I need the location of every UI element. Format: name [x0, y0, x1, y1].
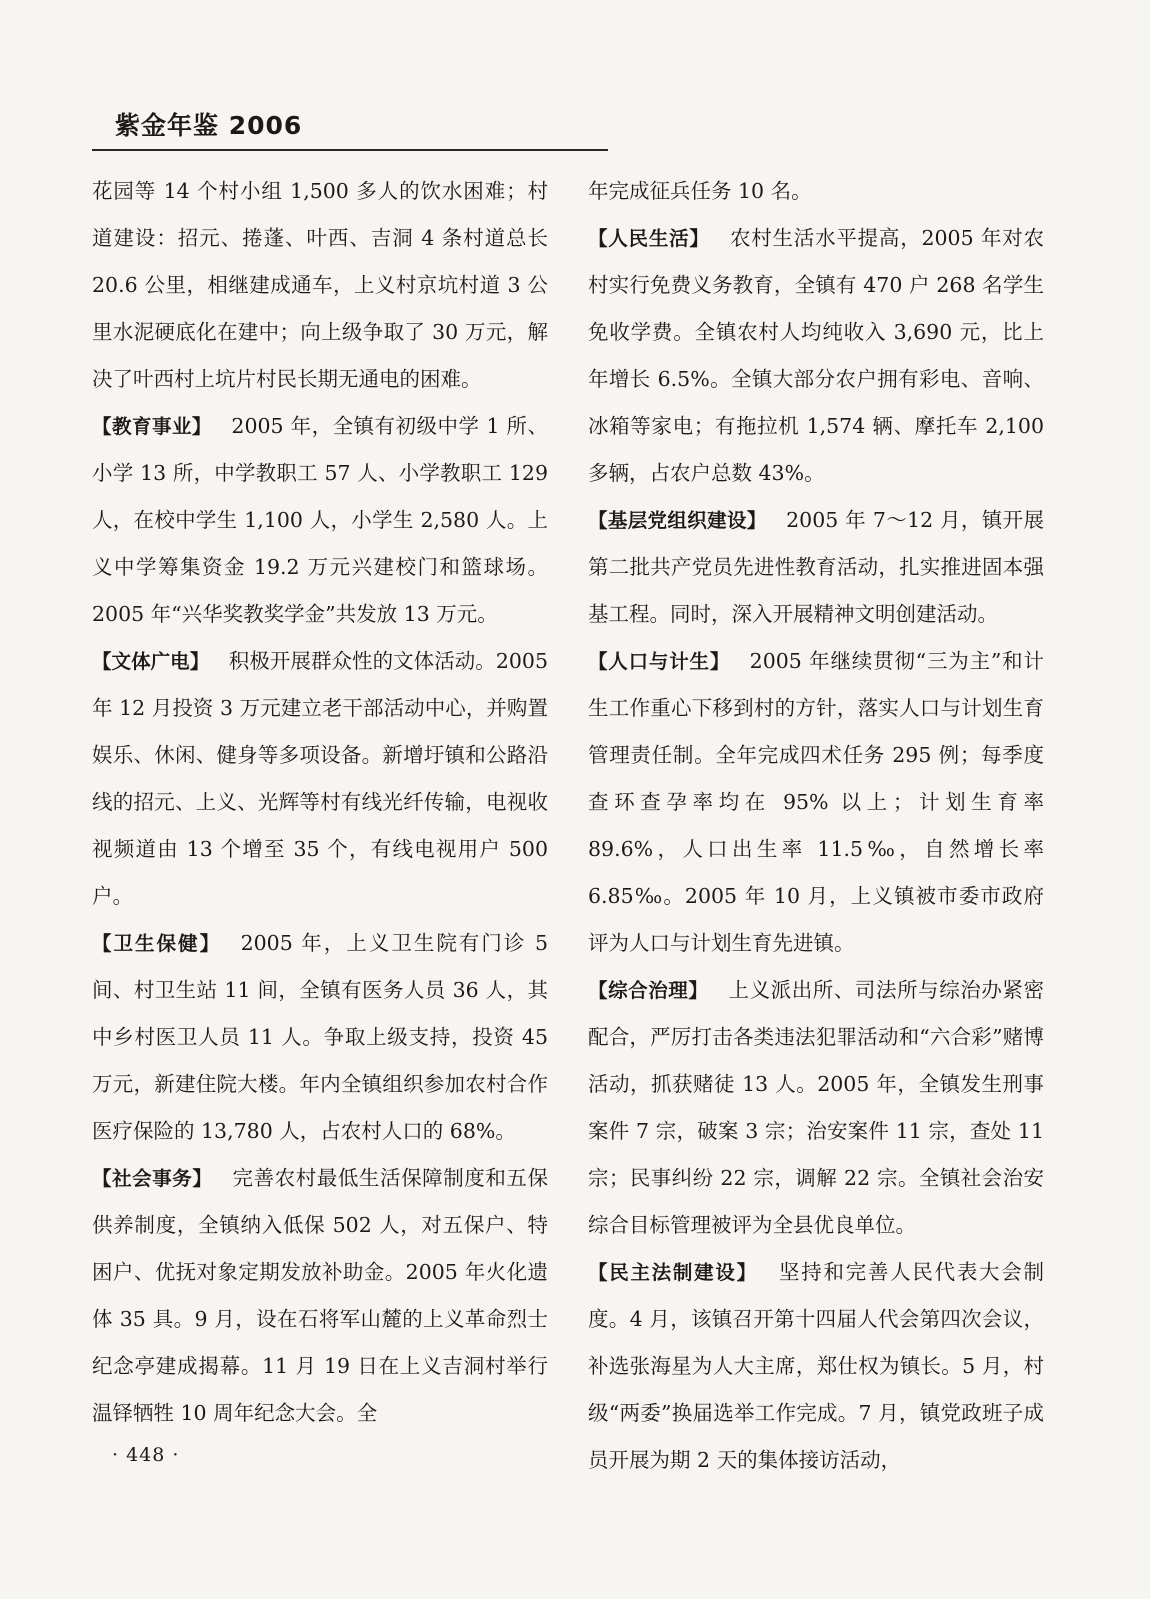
running-header: 紫金年鉴 2006: [115, 111, 303, 140]
section-heading: 【社会事务】: [92, 1167, 213, 1190]
paragraph-democracy-law: [588, 1249, 1044, 1484]
section-text: 上义派出所、司法所与综治办紧密配合，严厉打击各类违法犯罪活动和“六合彩”赌博活动，抓获赌徒 13 人。2005 年，全镇发生刑事案件 7 宗，破案 3 宗；治安案件 11 宗，查处 11 宗；民事纠纷 22 宗，调解 22 宗。全镇社会治安综合目标管理被评为全县优良单位。: [588, 978, 1044, 1237]
section-text: 坚持和完善人民代表大会制度。4 月，该镇召开第十四届人代会第四次会议，补选张海星为人大主席，郑仕权为镇长。5 月，村级“两委”换届选举工作完成。7 月，镇党政班子成员开展为期 2 天的集体接访活动，: [588, 1260, 1044, 1472]
paragraph-public-security: [588, 967, 1044, 1249]
section-heading: 【文体广电】: [92, 650, 210, 673]
paragraph-health: [92, 920, 548, 1155]
section-heading: 【基层党组织建设】: [588, 509, 767, 532]
section-text: 积极开展群众性的文体活动。2005 年 12 月投资 3 万元建立老干部活动中心，并购置娱乐、休闲、健身等多项设备。新增圩镇和公路沿线的招元、上义、光辉等村有线光纤传输，电视收视频道由 13 个增至 35 个，有线电视用户 500 户。: [92, 649, 548, 908]
paragraph-living-standards: [588, 215, 1044, 497]
section-heading: 【卫生保健】: [92, 932, 222, 955]
section-text: 2005 年 7～12 月，镇开展第二批共产党员先进性教育活动，扎实推进固本强基工程。同时，深入开展精神文明创建活动。: [588, 508, 1044, 626]
section-heading: 【人口与计生】: [588, 650, 731, 673]
section-text: 2005 年，全镇有初级中学 1 所、小学 13 所，中学教职工 57 人、小学教职工 129 人，在校中学生 1,100 人，小学生 2,580 人。上义中学筹集资金 19.2 万元兴建校门和篮球场。2005 年“兴华奖教奖学金”共发放 13 万元。: [92, 414, 548, 626]
header-rule: [92, 149, 608, 151]
paragraph-party-building: [588, 497, 1044, 638]
paragraph-conscription: [588, 168, 1044, 215]
section-text: 完善农村最低生活保障制度和五保供养制度，全镇纳入低保 502 人，对五保户、特困户、优抚对象定期发放补助金。2005 年火化遗体 35 具。9 月，设在石将军山麓的上义革命烈士纪念亭建成揭幕。11 月 19 日在上义吉洞村举行温铎牺牲 10 周年纪念大会。全: [92, 1166, 548, 1425]
paragraph-education: [92, 403, 548, 638]
section-heading: 【教育事业】: [92, 415, 212, 438]
right-column: [588, 168, 1044, 1484]
paragraph-culture-broadcast: [92, 638, 548, 920]
paragraph-social-affairs: [92, 1155, 548, 1437]
section-heading: 【综合治理】: [588, 979, 709, 1002]
paragraph-family-planning: [588, 638, 1044, 967]
section-text: 2005 年继续贯彻“三为主”和计生工作重心下移到村的方针，落实人口与计划生育管理责任制。全年完成四术任务 295 例；每季度查环查孕率均在 95% 以上；计划生育率 89.6%，人口出生率 11.5‰，自然增长率 6.85‰。2005 年 10 月，上义镇被市委市政府评为人口与计划生育先进镇。: [588, 649, 1044, 955]
section-text: 2005 年，上义卫生院有门诊 5 间、村卫生站 11 间，全镇有医务人员 36 人，其中乡村医卫人员 11 人。争取上级支持，投资 45 万元，新建住院大楼。年内全镇组织参加农村合作医疗保险的 13,780 人，占农村人口的 68%。: [92, 931, 548, 1143]
section-heading: 【人民生活】: [588, 227, 710, 250]
section-text: 农村生活水平提高，2005 年对农村实行免费义务教育，全镇有 470 户 268 名学生免收学费。全镇农村人均纯收入 3,690 元，比上年增长 6.5%。全镇大部分农户拥有彩电、音响、冰箱等家电；有拖拉机 1,574 辆、摩托车 2,100 多辆，占农户总数 43%。: [588, 226, 1044, 485]
section-heading: 【民主法制建设】: [588, 1261, 758, 1284]
left-column: [92, 168, 548, 1437]
section-text: 花园等 14 个村小组 1,500 多人的饮水困难；村道建设：招元、捲蓬、叶西、吉洞 4 条村道总长 20.6 公里，相继建成通车，上义村京坑村道 3 公里水泥硬底化在建中；向上级争取了 30 万元，解决了叶西村上坑片村民长期无通电的困难。: [92, 179, 548, 391]
section-text: 年完成征兵任务 10 名。: [588, 179, 812, 203]
paragraph-water-roads: [92, 168, 548, 403]
page-number: · 448 ·: [112, 1444, 180, 1466]
